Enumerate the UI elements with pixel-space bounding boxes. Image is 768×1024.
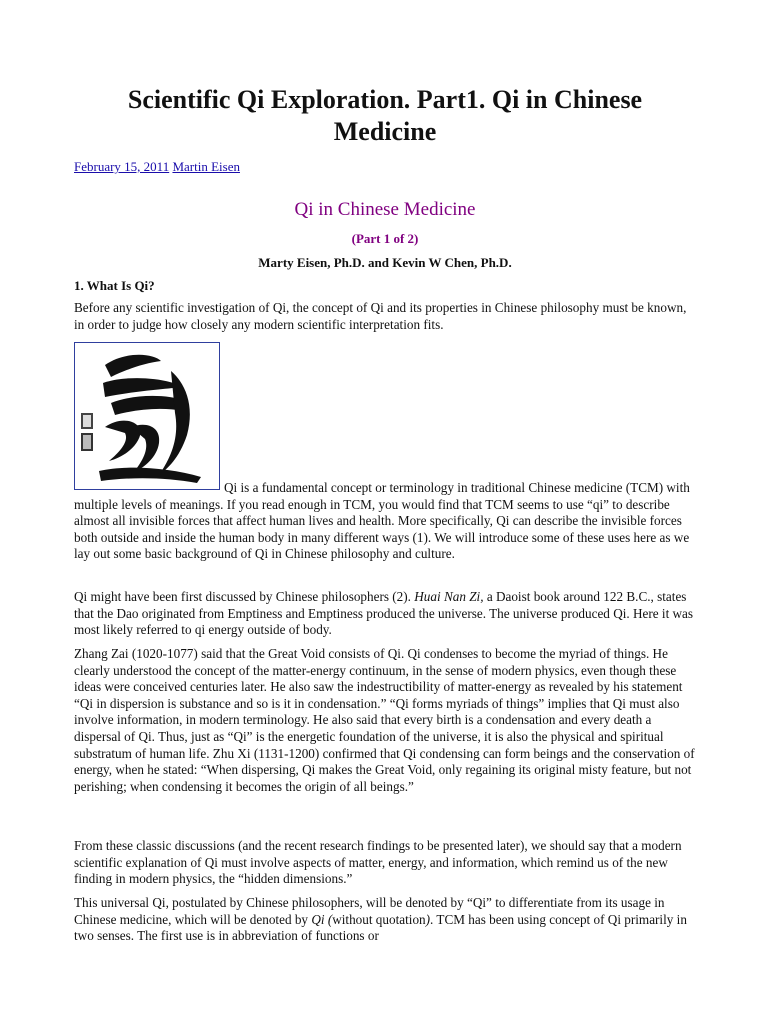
book-title: Huai Nan Zi, [414,589,484,604]
date-link[interactable]: February 15, 2011 [74,159,170,174]
article-title: Scientific Qi Exploration. Part1. Qi in Chinese Medicine [127,85,643,146]
article-meta [74,159,240,175]
paragraph-zhang-zai: Zhang Zai (1020-1077) said that the Great Void consists of Qi. Qi condenses to become the myriad of things. He clearly understood the concept of the matter-energy continuum, in the sense of modern physics, even though these ideas were conceived centuries later. He also saw the indestructibility of matter-energy as revealed by his statement “Qi in dispersion is substance and so is it in condensation.” “Qi forms myriads of things” implies that Qi must also involve information, in modern terminology. He also said that every birth is a condensation and every death a dispersal of Qi. Thus, just as “Qi” is the energetic foundation of the universe, it is also the physical and spiritual substratum of human life. Zhu Xi (1131-1200) confirmed that Qi condensing can form beings and the conservation of energy, when he stated: “When dispersing, Qi makes the Great Void, only regaining its original misty feature, but not perishing; when condensing it becomes the origin of all beings.” [74,646,695,794]
part-label: (Part 1 of 2) [351,231,419,246]
paragraph-qi-concept: Qi is a fundamental concept or terminology in traditional Chinese medicine (TCM) with multiple levels of meanings. If you read enough in TCM, you would find that TCM seems to use “qi” to describe almost all invisible forces that affect human lives and health. More specifically, Qi can describe the invisible forces both outside and inside the human body in many different ways (1). We will introduce some of these uses here as we lay out some basic background of Qi in Chinese philosophy and culture. [74,480,690,562]
section-heading: 1. What Is Qi? [74,278,155,293]
author-link[interactable]: Martin Eisen [172,159,240,174]
paragraph-classic-discussions: From these classic discussions (and the recent research findings to be presented later), we should say that a modern scientific explanation of Qi must involve aspects of matter, energy, and information, which remind us of the new finding in modern physics, the “hidden dimensions.” [74,838,682,887]
paragraph-intro: Before any scientific investigation of Qi, the concept of Qi and its properties in Chinese philosophy must be known, in order to judge how closely any modern scientific interpretation fits. [74,300,687,332]
calligraphy-image [75,343,219,489]
paragraph-universal-qi: This universal Qi, postulated by Chinese philosophers, will be denoted by “Qi” to differentiate from its usage in Chinese medicine, which will be denoted by Qi (without quotation). TCM has been using concept of Qi primarily in two senses. The first use is in abbreviation of functions or [74,895,687,944]
article-subtitle: Qi in Chinese Medicine [294,199,476,220]
paragraph-huai-nan-zi: Qi might have been first discussed by Chinese philosophers (2). Huai Nan Zi, a Daoist book around 122 B.C., states that the Dao originated from Emptiness and Emptiness produced the universe. The universe produced Qi. Here it was most likely referred to qi energy outside of body. [74,589,694,638]
calligraphy-qi-character-image [74,342,220,490]
authors-line: Marty Eisen, Ph.D. and Kevin W Chen, Ph.D. [258,255,512,270]
